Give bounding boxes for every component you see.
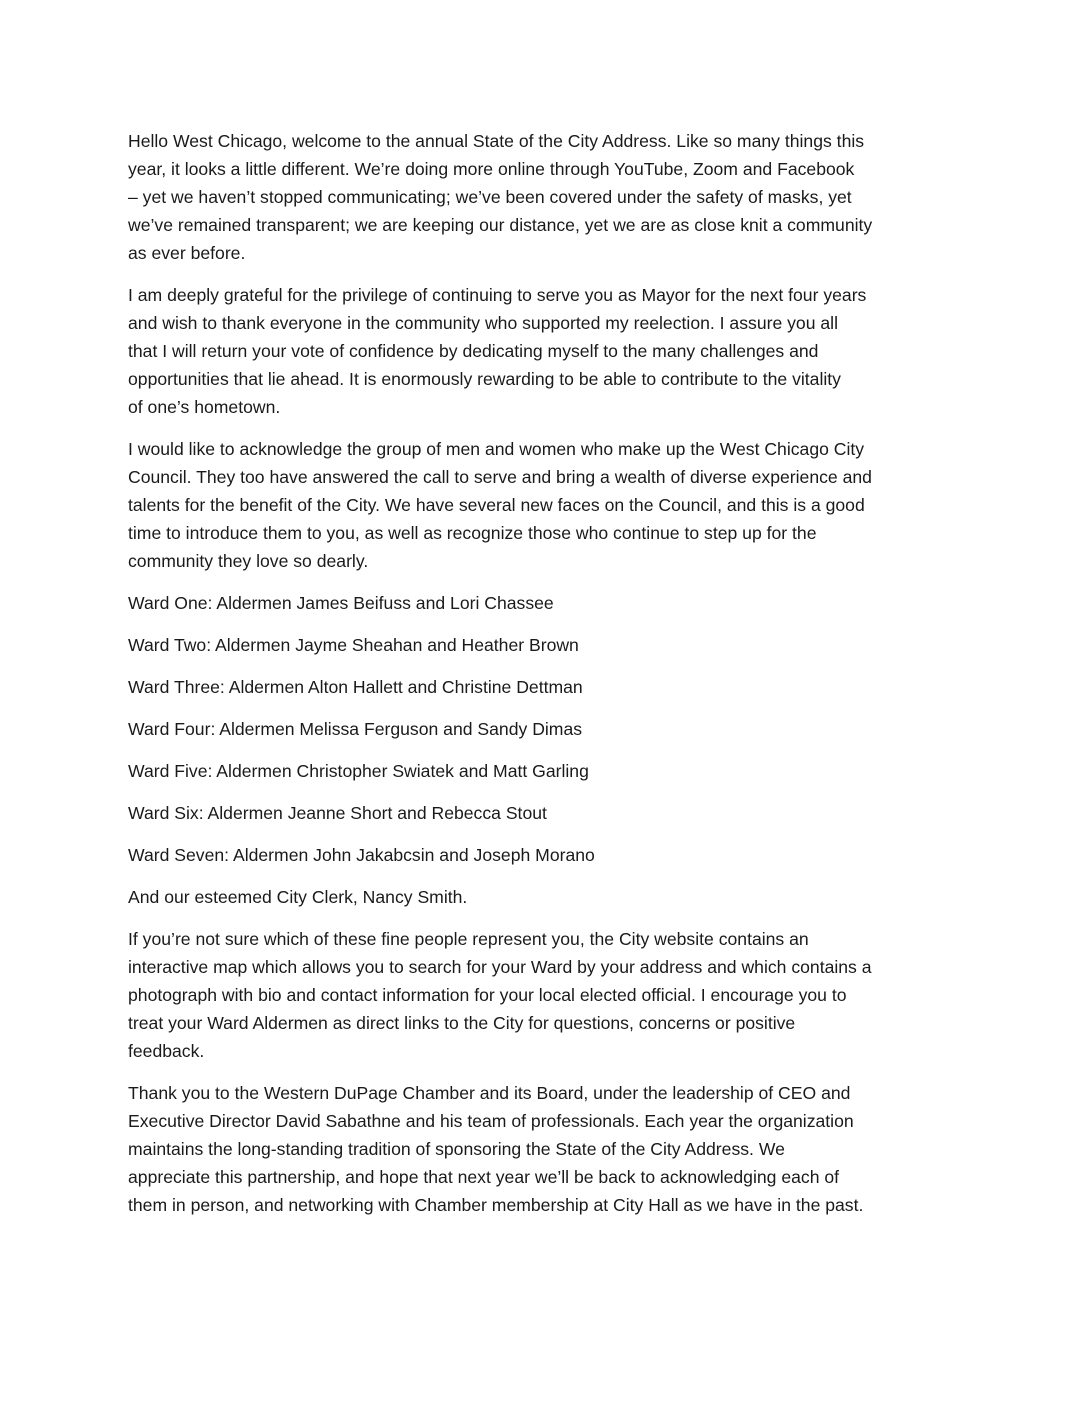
ward-two-line: Ward Two: Aldermen Jayme Sheahan and Heather Brown xyxy=(128,635,579,655)
ward-three-line: Ward Three: Aldermen Alton Hallett and Christine Dettman xyxy=(128,677,583,697)
text-line: we’ve remained transparent; we are keeping our distance, yet we are as close knit a community xyxy=(128,215,873,235)
ward-one-line: Ward One: Aldermen James Beifuss and Lori Chassee xyxy=(128,593,554,613)
text-line: as ever before. xyxy=(128,243,246,263)
paragraph-ward-map xyxy=(128,925,973,1065)
text-line: – yet we haven’t stopped communicating; we’ve been covered under the safety of masks, yet xyxy=(128,187,852,207)
text-line: Hello West Chicago, welcome to the annual State of the City Address. Like so many things this xyxy=(128,131,865,151)
ward-six-line: Ward Six: Aldermen Jeanne Short and Rebecca Stout xyxy=(128,803,547,823)
text-line: community they love so dearly. xyxy=(128,551,369,571)
text-line: year, it looks a little different. We’re doing more online through YouTube, Zoom and Facebook xyxy=(128,159,855,179)
text-line: treat your Ward Aldermen as direct links to the City for questions, concerns or positive xyxy=(128,1013,796,1033)
text-line: photograph with bio and contact information for your local elected official. I encourage you to xyxy=(128,985,847,1005)
text-line: I am deeply grateful for the privilege of continuing to serve you as Mayor for the next four years xyxy=(128,285,867,305)
text-line: opportunities that lie ahead. It is enormously rewarding to be able to contribute to the vitality xyxy=(128,369,841,389)
text-line: time to introduce them to you, as well as recognize those who continue to step up for the xyxy=(128,523,817,543)
text-line: maintains the long-standing tradition of sponsoring the State of the City Address. We xyxy=(128,1139,785,1159)
ward-five-line: Ward Five: Aldermen Christopher Swiatek and Matt Garling xyxy=(128,761,589,781)
ward-seven-line: Ward Seven: Aldermen John Jakabcsin and Joseph Morano xyxy=(128,845,595,865)
paragraph-chamber-thanks xyxy=(128,1079,973,1219)
text-line: interactive map which allows you to search for your Ward by your address and which contains a xyxy=(128,957,872,977)
ward-four-line: Ward Four: Aldermen Melissa Ferguson and Sandy Dimas xyxy=(128,719,583,739)
text-line: that I will return your vote of confidence by dedicating myself to the many challenges and xyxy=(128,341,819,361)
text-line: Executive Director David Sabathne and his team of professionals. Each year the organization xyxy=(128,1111,854,1131)
paragraph-gratitude xyxy=(128,281,973,421)
text-line: talents for the benefit of the City. We have several new faces on the Council, and this is a good xyxy=(128,495,865,515)
text-line: them in person, and networking with Chamber membership at City Hall as we have in the past. xyxy=(128,1195,864,1215)
text-line: of one’s hometown. xyxy=(128,397,281,417)
paragraph-council xyxy=(128,435,973,575)
text-line: feedback. xyxy=(128,1041,205,1061)
text-line: If you’re not sure which of these fine people represent you, the City website contains an xyxy=(128,929,809,949)
text-line: appreciate this partnership, and hope that next year we’ll be back to acknowledging each of xyxy=(128,1167,840,1187)
text-line: Thank you to the Western DuPage Chamber and its Board, under the leadership of CEO and xyxy=(128,1083,851,1103)
text-line: Council. They too have answered the call to serve and bring a wealth of diverse experience and xyxy=(128,467,872,487)
city-clerk-line: And our esteemed City Clerk, Nancy Smith. xyxy=(128,887,468,907)
paragraph-welcome xyxy=(128,127,973,267)
text-line: I would like to acknowledge the group of men and women who make up the West Chicago City xyxy=(128,439,865,459)
text-line: and wish to thank everyone in the community who supported my reelection. I assure you all xyxy=(128,313,838,333)
document-body xyxy=(128,127,973,1233)
